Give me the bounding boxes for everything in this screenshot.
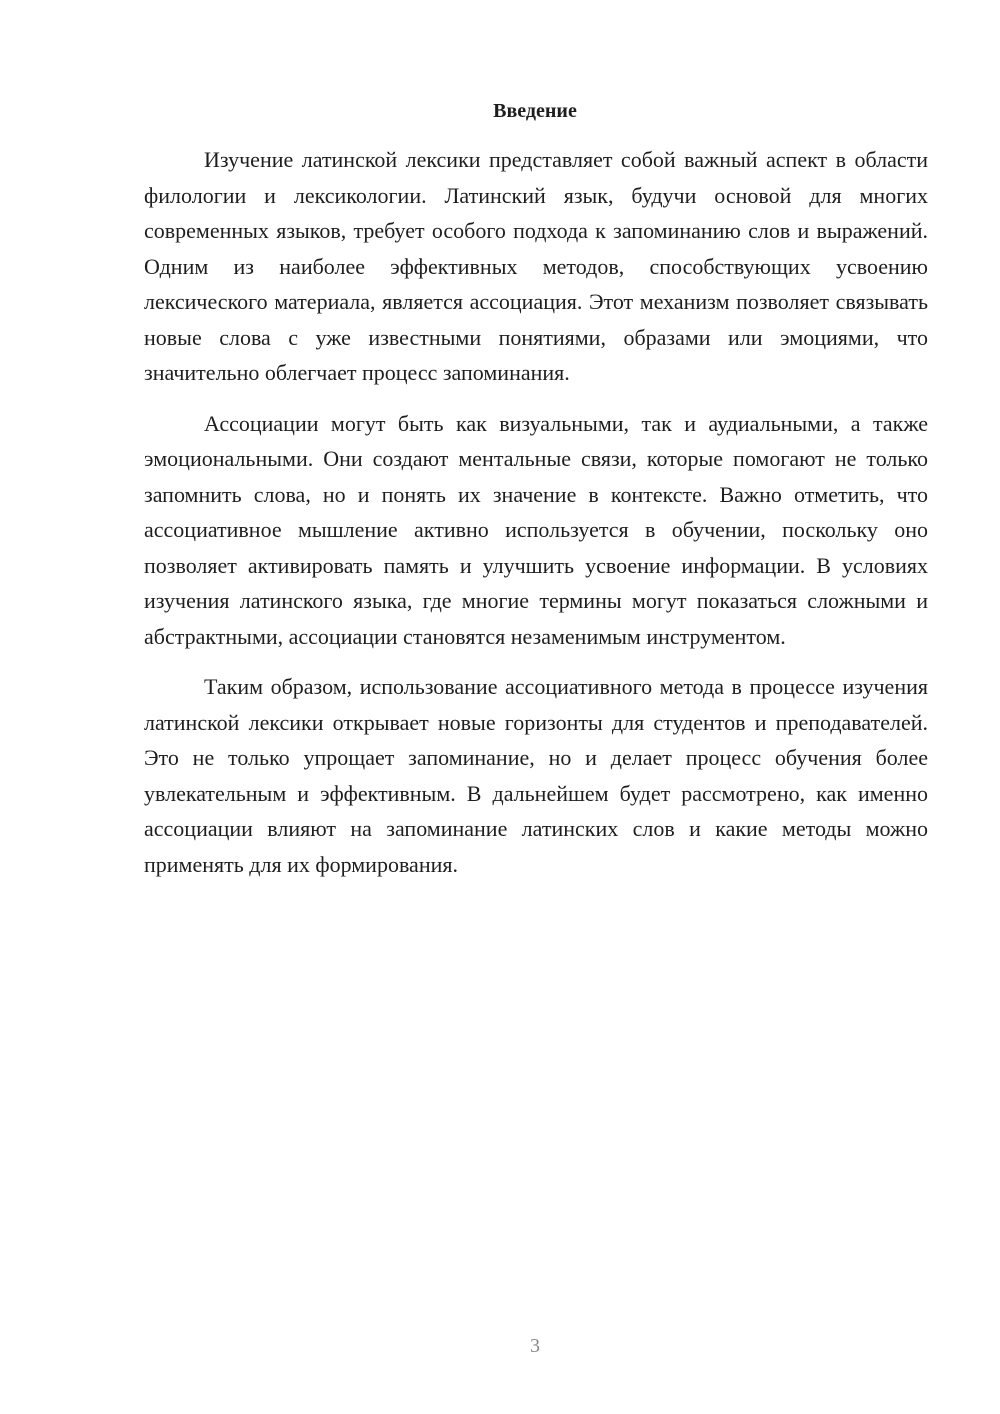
section-heading: Введение xyxy=(493,100,577,122)
document-body xyxy=(144,142,928,897)
paragraph-1: Изучение латинской лексики представляет собой важный аспект в области филологии и лексикологии. Латинский язык, будучи основой для многих современных языков, требует особого подхода к запоминанию слов и выражений. Одним из наиболее эффективных методов, способствующих усвоению лексического материала, является ассоциация. Этот механизм позволяет связывать новые слова с уже известными понятиями, образами или эмоциями, что значительно облегчает процесс запоминания. xyxy=(144,147,928,385)
paragraph-2: Ассоциации могут быть как визуальными, так и аудиальными, а также эмоциональными. Они создают ментальные связи, которые помогают не только запомнить слова, но и понять их значение в контексте. Важно отметить, что ассоциативное мышление активно используется в обучении, поскольку оно позволяет активировать память и улучшить усвоение информации. В условиях изучения латинского языка, где многие термины могут показаться сложными и абстрактными, ассоциации становятся незаменимым инструментом. xyxy=(144,410,928,649)
page-number: 3 xyxy=(530,1335,540,1357)
paragraph-3: Таким образом, использование ассоциативного метода в процессе изучения латинской лексики открывает новые горизонты для студентов и преподавателей. Это не только упрощает запоминание, но и делает процесс обучения более увлекательным и эффективным. В дальнейшем будет рассмотрено, как именно ассоциации влияют на запоминание латинских слов и какие методы можно применять для их формирования. xyxy=(144,674,928,877)
